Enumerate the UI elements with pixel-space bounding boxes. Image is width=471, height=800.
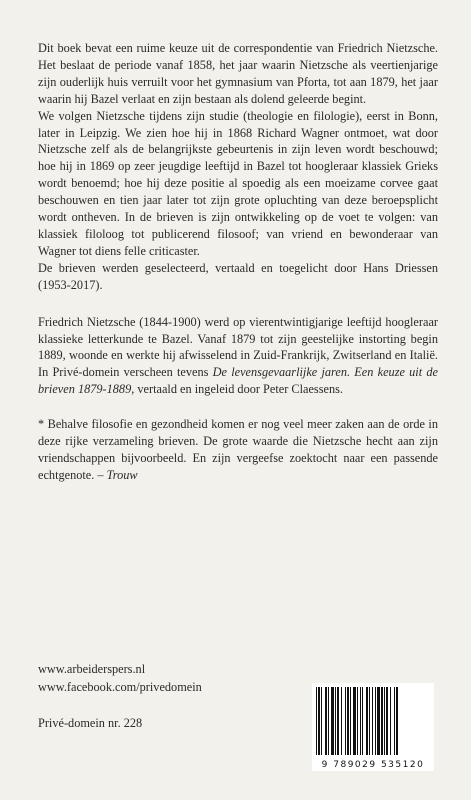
press-quote-text: * Behalve filosofie en gezondheid komen er nog veel meer zaken aan de orde in deze rijke verzameling brieven. De grote waarde die Nietzsche hecht aan zijn vriendschappen bijvoorbeeld. En zijn vergeefse zoektocht naar een passende echtgenote. – [38,417,438,482]
press-quote-source: Trouw [106,467,138,482]
barcode-bar [366,687,368,755]
intro-paragraph-2: We volgen Nietzsche tijdens zijn studie (theologie en filologie), eerst in Bonn, later in Leipzig. We zien hoe hij in 1868 Richard Wagner ontmoet, wat door Nietzsche zelf als de belangrijkste gebeurtenis in zijn leven wordt beschouwd; hoe hij in 1869 op zeer jeugdige leeftijd in Bazel tot hoogleraar klassiek Grieks wordt benoemd; hoe hij deze positie al spoedig als een moeizame corvee gaat beschouwen en tien jaar later tot zijn grote opluchting van deze beroepsplicht wordt ontheven. In de brieven is zijn ontwikkeling op de voet te volgen: van klassiek filoloog tot publicerend filosoof; van vriend en bewonderaar van Wagner tot diens felle criticaster. [38,108,438,258]
isbn-number: 9 789029 535120 [321,760,425,770]
barcode-bar [381,687,383,755]
barcode-bar [335,687,336,755]
barcode-bar [337,687,339,755]
barcode-bar [325,687,327,755]
barcode-bar [362,687,363,755]
intro-paragraph-3: De brieven werden geselecteerd, vertaald en toegelicht door Hans Driessen (1953-2017). [38,260,438,292]
barcode-bar [353,687,356,755]
isbn-barcode [312,683,434,771]
barcode-bar [377,687,380,755]
barcode-bar [357,687,358,755]
barcode-bar [360,687,361,755]
related-book-title: De levensgevaarlijke jaren. Een keuze uit de brieven 1879-1889 [38,365,438,397]
back-cover-text [38,40,438,484]
barcode-bar [369,687,370,755]
barcode-bar [386,687,388,755]
facebook-link[interactable]: www.facebook.com/privedomein [38,680,202,694]
intro-paragraph-1: Dit boek bevat een ruime keuze uit de correspondentie van Friedrich Nietzsche. Het beslaat de periode vanaf 1858, het jaar waarin Nietzsche als veertienjarige zijn ouderlijk huis verruilt voor het gymnasium van Pforta, tot aan 1879, het jaar waarin hij Bazel verlaat en zijn bestaan als dolend geleerde begint. [38,41,438,106]
barcode-bar [350,687,351,755]
barcode-bar [318,687,320,755]
barcode-bar [375,687,376,755]
barcode-bar [331,687,334,755]
press-quote [38,416,438,484]
barcode-bar [394,687,395,755]
barcode-bar [328,687,329,755]
barcode-bar [396,687,398,755]
author-bio-text-a: Friedrich Nietzsche (1844-1900) werd op vierentwintigjarige leeftijd hoogleraar klassieke letterkunde te Bazel. Vanaf 1879 tot zijn geestelijke instorting begin 1889, woonde en werkte hij afwisselend in Zuid-Frankrijk, Zwitserland en Italië. In Privé-domein verscheen tevens [38,314,438,380]
barcode-bar [345,687,346,755]
barcode-bar [316,687,317,755]
publisher-website-link[interactable]: www.arbeiderspers.nl [38,662,146,676]
barcode-bar [390,687,391,755]
publisher-info [38,660,278,732]
author-bio [38,314,438,399]
barcode-bar [384,687,385,755]
series-number: Privé-domein nr. 228 [38,716,143,730]
author-bio-text-b: , vertaald en ingeleid door Peter Claessens. [131,382,343,397]
barcode-bar [372,687,373,755]
barcode-bar [321,687,322,755]
barcode-bar [347,687,349,755]
barcode-bar [341,687,342,755]
